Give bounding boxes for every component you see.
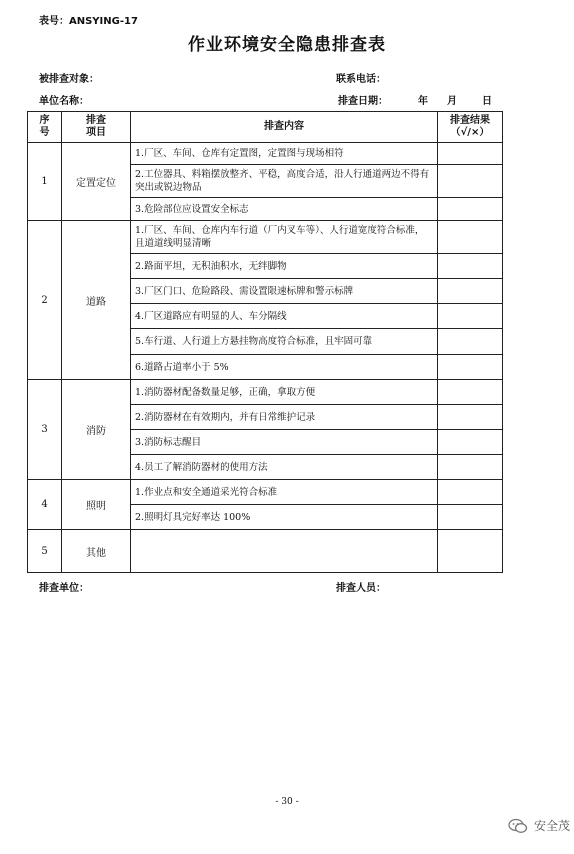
- group-4-no: 4: [28, 480, 62, 530]
- result-cell[interactable]: [438, 355, 503, 380]
- result-cell[interactable]: [438, 165, 503, 198]
- result-cell[interactable]: [438, 279, 503, 304]
- check-item: 3.危险部位应设置安全标志: [131, 198, 438, 221]
- result-cell[interactable]: [438, 254, 503, 279]
- result-cell[interactable]: [438, 221, 503, 254]
- header-content: 排查内容: [131, 112, 438, 143]
- check-item: 4.厂区道路应有明显的人、车分隔线: [131, 304, 438, 329]
- result-cell[interactable]: [438, 143, 503, 165]
- check-item: 1.作业点和安全通道采光符合标准: [131, 480, 438, 505]
- inspector-label: 排查人员：: [336, 583, 386, 594]
- result-cell[interactable]: [438, 530, 503, 573]
- check-item: [131, 530, 438, 573]
- inspected-party-label: 被排查对象：: [39, 74, 99, 85]
- result-cell[interactable]: [438, 198, 503, 221]
- header-result: [438, 112, 503, 143]
- inspection-table: [27, 111, 503, 573]
- check-item: 3.厂区门口、危险路段、需设置限速标牌和警示标牌: [131, 279, 438, 304]
- result-cell[interactable]: [438, 405, 503, 430]
- table-row: [28, 143, 503, 165]
- unit-name-label: 单位名称：: [39, 96, 89, 107]
- header-no-text: 序号: [39, 115, 50, 138]
- group-2-category: 道路: [62, 221, 131, 380]
- inspecting-unit-label: 排查单位：: [39, 583, 89, 594]
- table-row: [28, 530, 503, 573]
- group-5-no: 5: [28, 530, 62, 573]
- table-row: [28, 480, 503, 505]
- group-3-category: 消防: [62, 380, 131, 480]
- result-cell[interactable]: [438, 430, 503, 455]
- check-item: 1.厂区、车间、仓库内车行道（厂内叉车等）、人行道宽度符合标准，且道道线明显清晰: [131, 221, 438, 254]
- brand-watermark: [508, 817, 570, 834]
- group-1-category: 定置定位: [62, 143, 131, 221]
- check-item: 5.车行道、人行道上方悬挂物高度符合标准，且牢固可靠: [131, 329, 438, 355]
- result-cell[interactable]: [438, 480, 503, 505]
- check-item: 2.消防器材在有效期内，并有日常维护记录: [131, 405, 438, 430]
- header-no: [28, 112, 62, 143]
- group-4-category: 照明: [62, 480, 131, 530]
- phone-label: 联系电话：: [336, 74, 386, 85]
- result-cell[interactable]: [438, 455, 503, 480]
- page-title: 作业环境安全隐患排查表: [188, 35, 386, 55]
- form-code: 表号：ANSYING-17: [39, 16, 138, 27]
- date-day-label: 日: [482, 96, 492, 107]
- check-item: 2.照明灯具完好率达 100%: [131, 505, 438, 530]
- header-category-text: 排查项目: [86, 115, 106, 138]
- table-row: [28, 380, 503, 405]
- result-cell[interactable]: [438, 304, 503, 329]
- result-cell[interactable]: [438, 380, 503, 405]
- table-header-row: [28, 112, 503, 143]
- group-3-no: 3: [28, 380, 62, 480]
- check-item: 6.道路占道率小于 5%: [131, 355, 438, 380]
- check-item: 2.路面平坦，无积油积水，无绊脚物: [131, 254, 438, 279]
- date-month-label: 月: [447, 96, 457, 107]
- date-year-label: 年: [418, 96, 428, 107]
- wechat-icon: [508, 818, 528, 834]
- page-number: - 30 -: [275, 797, 299, 807]
- group-1-no: 1: [28, 143, 62, 221]
- table-row: [28, 221, 503, 254]
- check-item: 4.员工了解消防器材的使用方法: [131, 455, 438, 480]
- inspection-date-label: 排查日期：: [338, 96, 388, 107]
- check-item: 3.消防标志醒目: [131, 430, 438, 455]
- group-2-no: 2: [28, 221, 62, 380]
- check-item: 2.工位器具、料箱摆放整齐、平稳，高度合适，沿人行通道两边不得有突出或锐边物品: [131, 165, 438, 198]
- header-result-text: 排查结果（√/×）: [450, 115, 490, 138]
- check-item: 1.厂区、车间、仓库有定置图，定置图与现场相符: [131, 143, 438, 165]
- group-5-category: 其他: [62, 530, 131, 573]
- result-cell[interactable]: [438, 329, 503, 355]
- header-category: [62, 112, 131, 143]
- result-cell[interactable]: [438, 505, 503, 530]
- brand-text: 安全茂: [533, 819, 570, 833]
- check-item: 1.消防器材配备数量足够，正确，拿取方便: [131, 380, 438, 405]
